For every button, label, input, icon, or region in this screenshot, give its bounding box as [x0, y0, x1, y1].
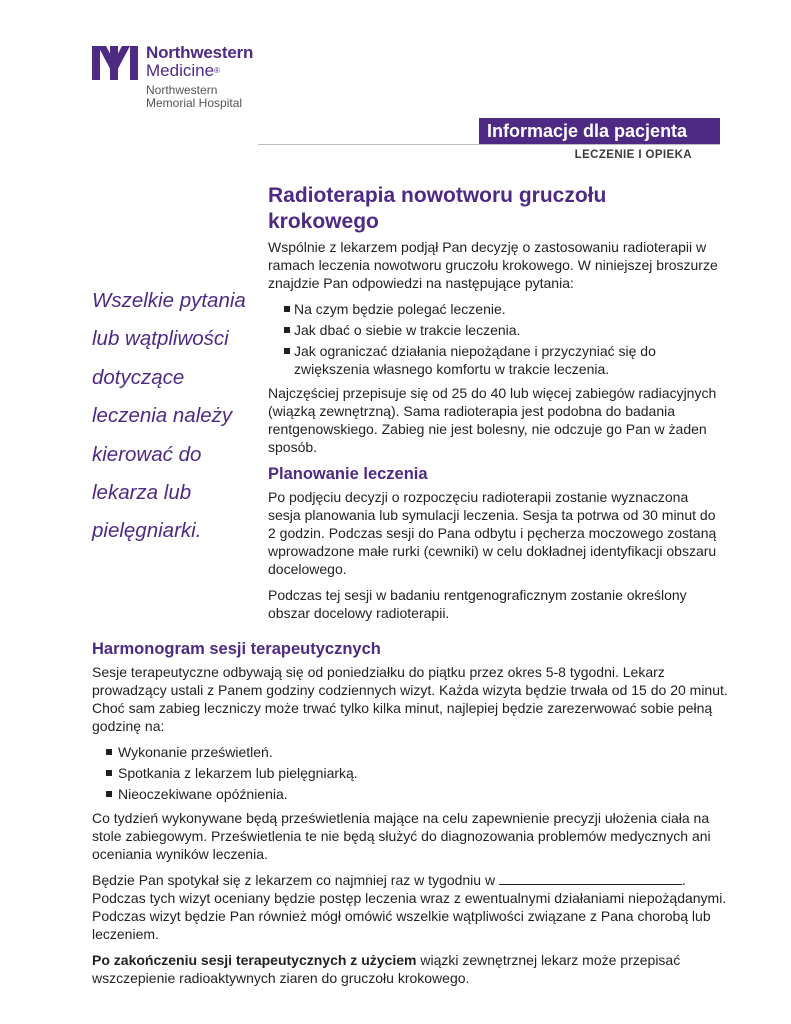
bullet-square-icon [284, 327, 290, 333]
sidebar-line: dotyczące [92, 365, 185, 389]
logo-sub-line2: Memorial Hospital [146, 96, 243, 110]
header-divider [258, 144, 720, 145]
page-title: Radioterapia nowotworu gruczołu krokowego [268, 184, 607, 233]
bullet-square-icon [284, 306, 290, 312]
schedule-section [92, 633, 732, 995]
bullet-square-icon [106, 749, 112, 755]
bullet-square-icon [284, 348, 290, 354]
logo-brand-line1: Northwestern [146, 43, 254, 62]
list-item: Spotkania z lekarzem lub pielęgniarką. [92, 764, 732, 782]
list-item: Na czym będzie polegać leczenie. [268, 300, 720, 318]
bullet-square-icon [106, 770, 112, 776]
schedule-paragraph-2: Co tydzień wykonywane będą prześwietlenia mające na celu zapewnienie precyzji ułożenia ciała na stole zabiegowym. Prześwietlenia te nie będą służyć do diagnozowania problemów medycznych ani oceniania wyników leczenia. [92, 810, 711, 862]
planning-heading: Planowanie leczenia [268, 465, 428, 483]
list-item: Nieoczekiwane opóźnienia. [92, 785, 732, 803]
sidebar-line: lub wątpliwości [92, 327, 229, 351]
list-item: Jak ograniczać działania niepożądane i przyczyniać się do zwiększenia własnego komfortu w trakcie leczenia. [268, 342, 720, 378]
schedule-heading: Harmonogram sesji terapeutycznych [92, 640, 381, 658]
logo-sub-line1: Northwestern [146, 83, 218, 97]
main-column [268, 238, 720, 630]
schedule-paragraph-4: Po zakończeniu sesji terapeutycznych z użyciem wiązki zewnętrznej lekarz może przepisać wszczepienie radioaktywnych ziaren do gruczołu krokowego. [92, 952, 681, 986]
intro-bullet-list [268, 300, 720, 378]
treatment-paragraph: Najczęściej przepisuje się od 25 do 40 lub więcej zabiegów radiacyjnych (wiązką zewnętrzną). Sama radioterapia jest podobna do badania rentgenowskiego. Zabieg nie jest bolesny, nie odczuje go Pan w żaden sposób. [268, 385, 717, 455]
patient-info-banner: Informacje dla pacjenta [479, 118, 720, 144]
sidebar-line: kierować do [92, 442, 202, 466]
sidebar-callout [92, 282, 262, 551]
planning-paragraph-1: Po podjęciu decyzji o rozpoczęciu radioterapii zostanie wyznaczona sesja planowania lub symulacji leczenia. Sesja ta potrwa od 30 minut do 2 godzin. Podczas sesji do Pana odbytu i pęcherza moczowego zostaną wprowadzone małe rurki (cewniki) w celu dokładnej identyfikacji obszaru docelowego. [268, 489, 717, 577]
sidebar-line: Wszelkie pytania [92, 289, 246, 312]
logo-brand-line2: Medicine [146, 61, 215, 80]
schedule-paragraph-3: Będzie Pan spotykał się z lekarzem co najmniej raz w tygodniu w . Podczas tych wizyt oceniany będzie postęp leczenia wraz z ewentualnymi działaniami niepożądanymi. Podczas wizyt będzie Pan również mógł omówić wszelkie wątpliwości związane z Pana chorobą lub leczeniem. [92, 872, 727, 942]
sidebar-line: lekarza lub [92, 481, 192, 505]
list-item: Wykonanie prześwietleń. [92, 743, 732, 761]
nm-logo-icon [92, 46, 138, 80]
bullet-square-icon [106, 791, 112, 797]
intro-paragraph: Wspólnie z lekarzem podjął Pan decyzję o zastosowaniu radioterapii w ramach leczenia nowotworu gruczołu krokowego. W niniejszej broszurze znajdzie Pan odpowiedzi na następujące pytania: [268, 239, 718, 291]
planning-paragraph-2: Podczas tej sesji w badaniu rentgenograficznym zostanie określony obszar docelowy radioterapii. [268, 587, 687, 621]
schedule-bullet-list [92, 743, 732, 803]
fill-in-blank-line [499, 872, 682, 885]
sidebar-line: pielęgniarki. [92, 519, 202, 543]
banner-subtitle: LECZENIE I OPIEKA [574, 149, 692, 161]
sidebar-line: leczenia należy [92, 404, 233, 428]
list-item: Jak dbać o siebie w trakcie leczenia. [268, 321, 720, 339]
schedule-paragraph-1: Sesje terapeutyczne odbywają się od poniedziałku do piątku przez okres 5-8 tygodni. Lekarz prowadzący ustali z Panem godziny codziennych wizyt. Każda wizyta będzie trwała od 15 do 20 minut. Choć sam zabieg leczniczy może trwać tylko kilka minut, najlepiej będzie zarezerwować sobie pełną godzinę na: [92, 664, 728, 734]
